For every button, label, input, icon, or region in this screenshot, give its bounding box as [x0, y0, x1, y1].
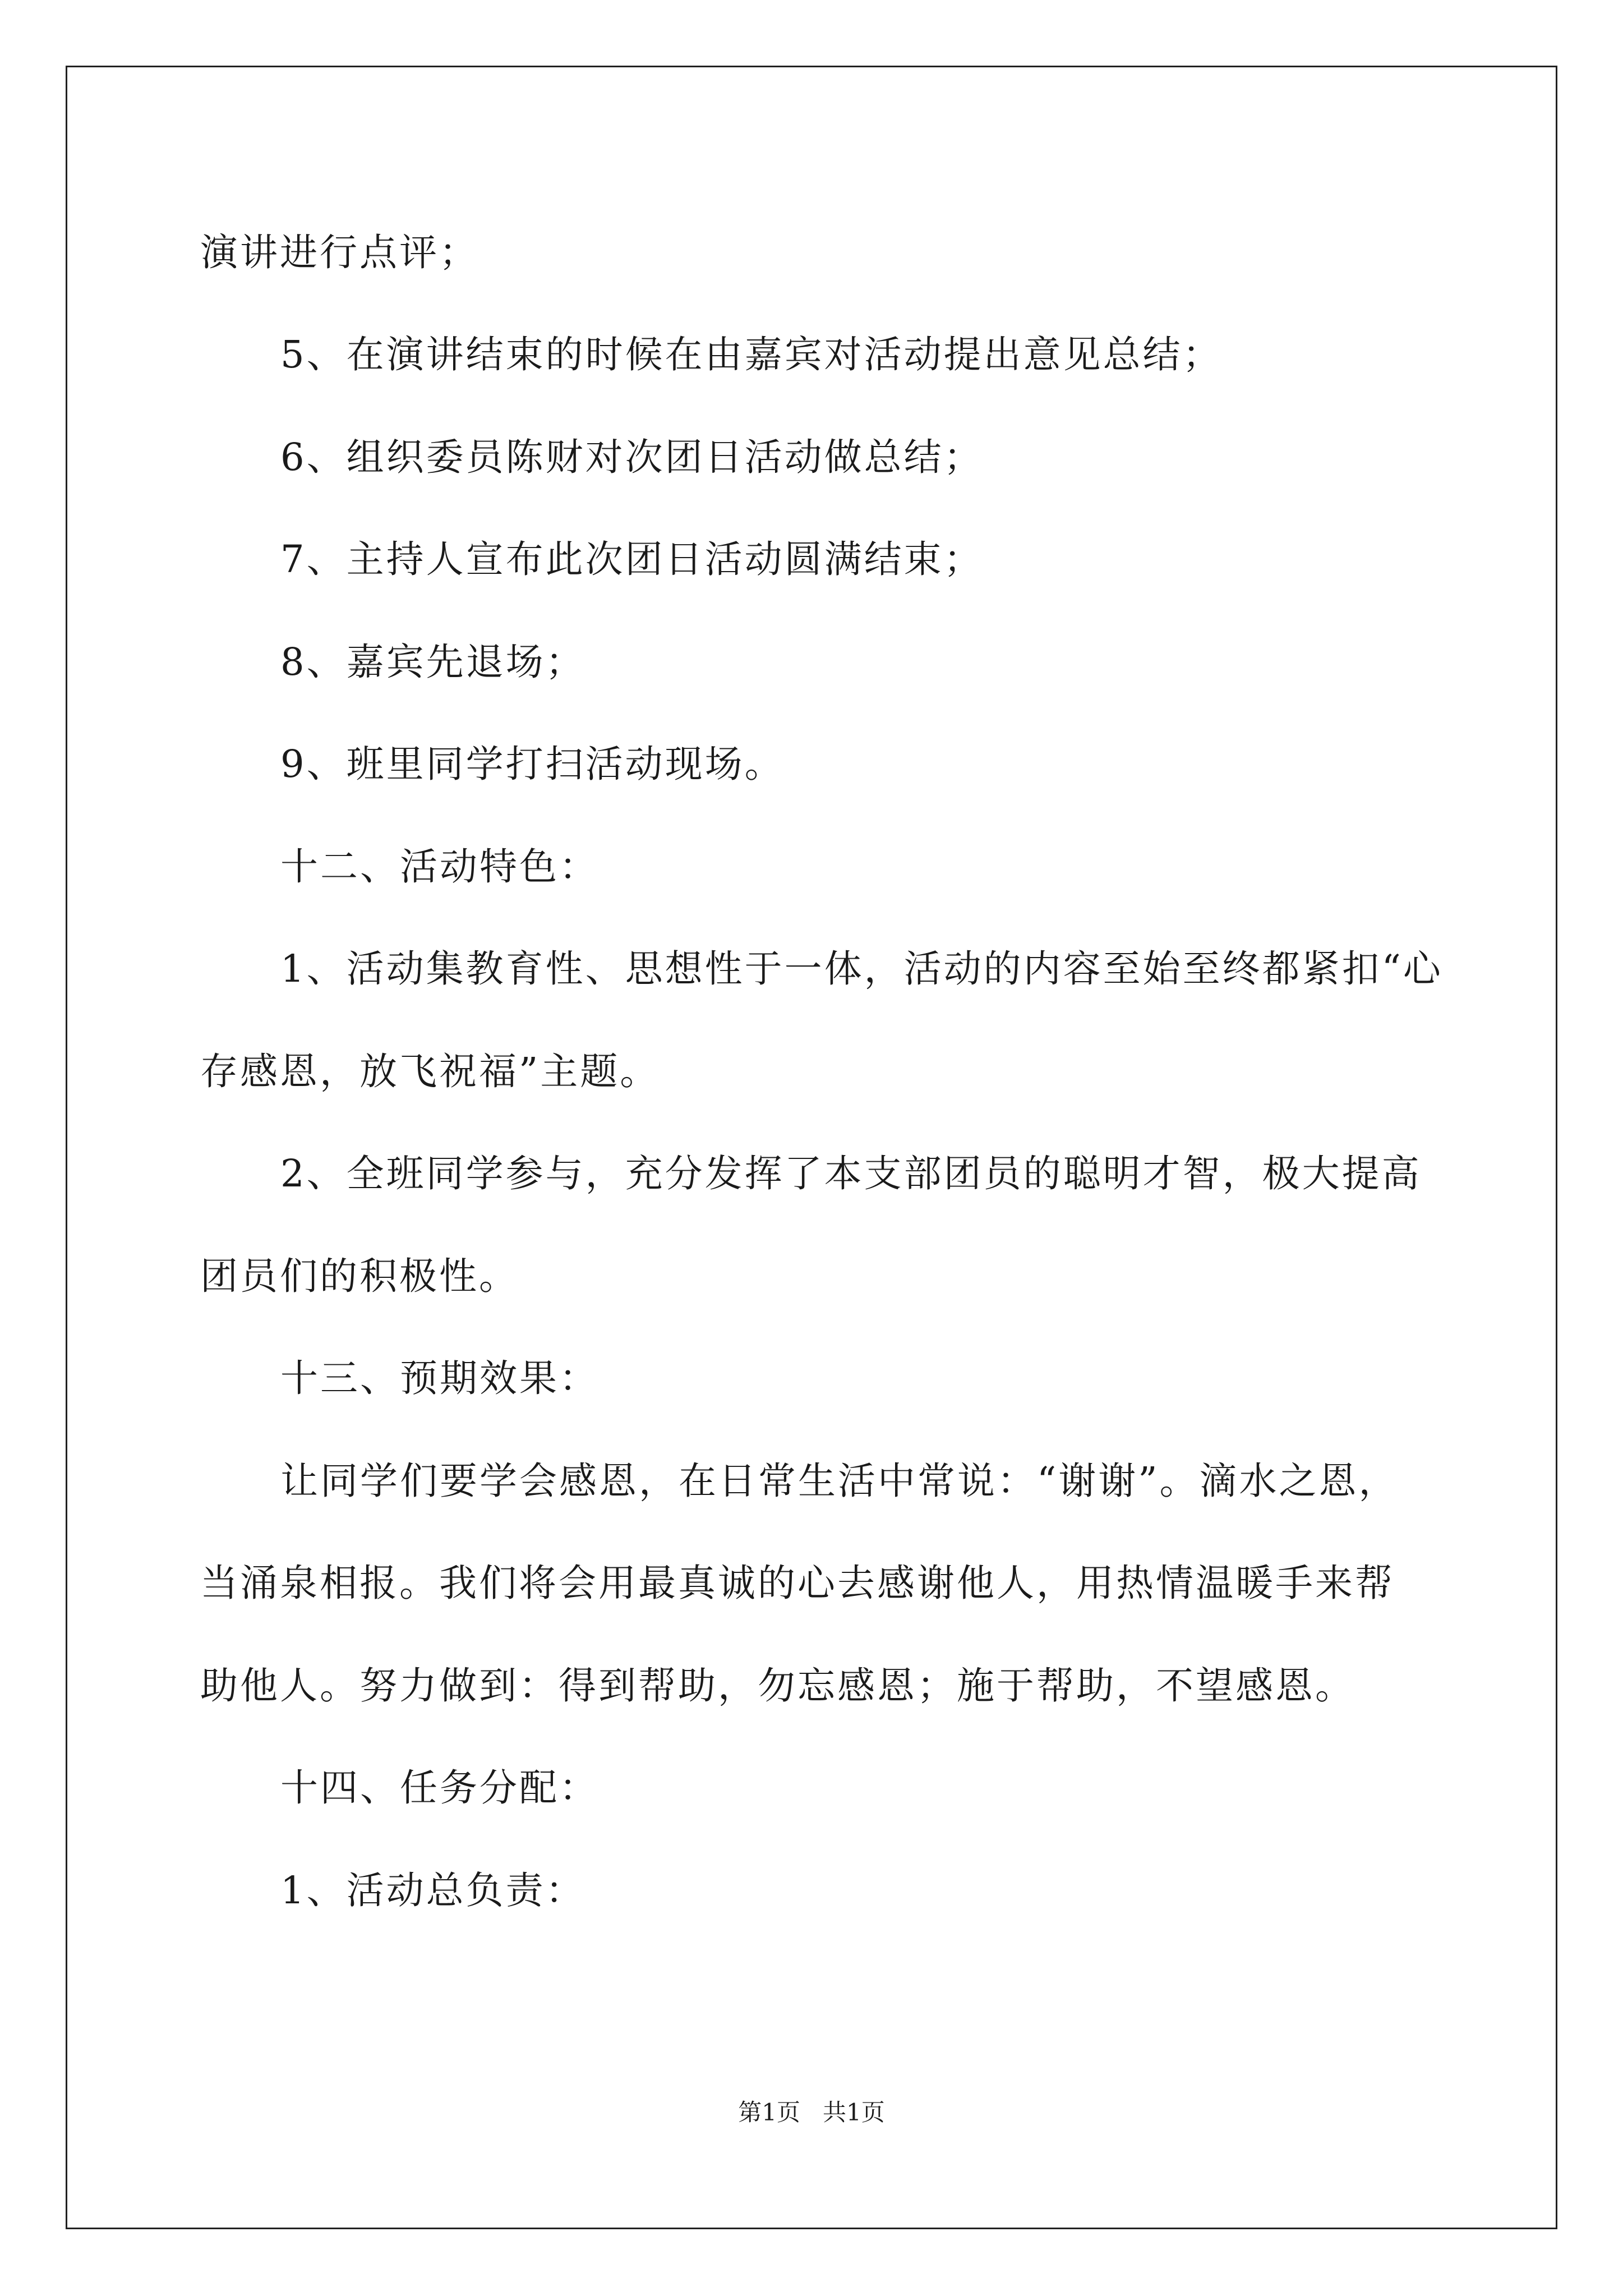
- text-line: 2、全班同学参与，充分发挥了本支部团员的聪明才智，极大提高: [280, 1152, 1422, 1195]
- text-line: 1、活动总负责：: [280, 1869, 585, 1912]
- section-heading: 十二、活动特色：: [280, 845, 599, 889]
- section-heading: 十四、任务分配：: [280, 1766, 599, 1810]
- text-line: 让同学们要学会感恩，在日常生活中常说：“谢谢”。滴水之恩，: [280, 1459, 1399, 1503]
- text-line: 存感恩，放飞祝福”主题。: [200, 1050, 660, 1093]
- text-line: 当涌泉相报。我们将会用最真诚的心去感谢他人，用热情温暖手来帮: [200, 1561, 1395, 1605]
- text-line: 8、嘉宾先退场；: [280, 640, 585, 684]
- page-number: 第1页 共1页: [738, 2099, 885, 2126]
- text-line: 5、在演讲结束的时候在由嘉宾对活动提出意见总结；: [280, 333, 1223, 376]
- section-heading: 十三、预期效果：: [280, 1356, 599, 1400]
- text-line: 7、主持人宣布此次团日活动圆满结束；: [280, 537, 984, 581]
- text-line: 9、班里同学打扫活动现场。: [280, 742, 785, 786]
- text-line: 助他人。努力做到：得到帮助，勿忘感恩；施于帮助，不望感恩。: [200, 1664, 1355, 1708]
- text-line: 6、组织委员陈财对次团日活动做总结；: [280, 435, 984, 479]
- text-line: 团员们的积极性。: [200, 1254, 519, 1298]
- text-line: 演讲进行点评；: [200, 231, 479, 274]
- text-line: 1、活动集教育性、思想性于一体，活动的内容至始至终都紧扣“心: [280, 947, 1443, 991]
